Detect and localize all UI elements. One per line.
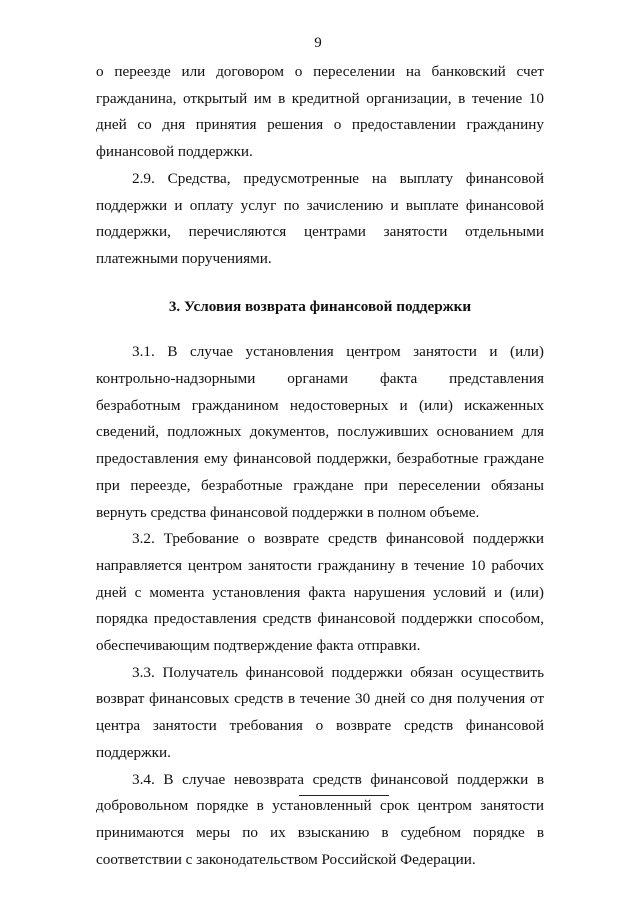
document-body xyxy=(96,59,544,873)
page-number: 9 xyxy=(314,35,322,51)
section-3-heading: 3. Условия возврата финансовой поддержки xyxy=(168,297,472,315)
paragraph-3-4: 3.4. В случае невозврата средств финансовой поддержки в добровольном порядке в установленный срок центром занятости принимаются меры по их взысканию в судебном порядке в соответствии с законодательством Российской Федерации. xyxy=(96,770,544,868)
paragraph-3-2: 3.2. Требование о возврате средств финансовой поддержки направляется центром занятости гражданину в течение 10 рабочих дней с момента установления факта нарушения условий и (или) порядка предоставления средств финансовой поддержки способом, обеспечивающим подтверждение факта отправки. xyxy=(96,530,544,655)
paragraph-2-9: 2.9. Средства, предусмотренные на выплату финансовой поддержки и оплату услуг по зачислению и выплате финансовой поддержки, перечисляются центрами занятости отдельными платежными поручениями. xyxy=(96,169,544,267)
paragraph-3-3: 3.3. Получатель финансовой поддержки обязан осуществить возврат финансовых средств в течение 30 дней со дня получения от центра занятости требования о возврате средств финансовой поддержки. xyxy=(96,663,544,761)
paragraph-3-1: 3.1. В случае установления центром занятости и (или) контрольно-надзорными органами факта представления безработным гражданином недостоверных и (или) искаженных сведений, подложных документов, послуживших основанием для предоставления ему финансовой поддержки, безработные граждане при переезде, безработные граждане при переселении обязаны вернуть средства финансовой поддержки в полном объеме. xyxy=(96,343,544,521)
end-separator-line xyxy=(299,795,389,796)
paragraph-2-8-continuation: о переезде или договором о переселении на банковский счет гражданина, открытый им в кредитной организации, в течение 10 дней со дня принятия решения о предоставлении гражданину финансовой поддержки. xyxy=(96,63,544,161)
